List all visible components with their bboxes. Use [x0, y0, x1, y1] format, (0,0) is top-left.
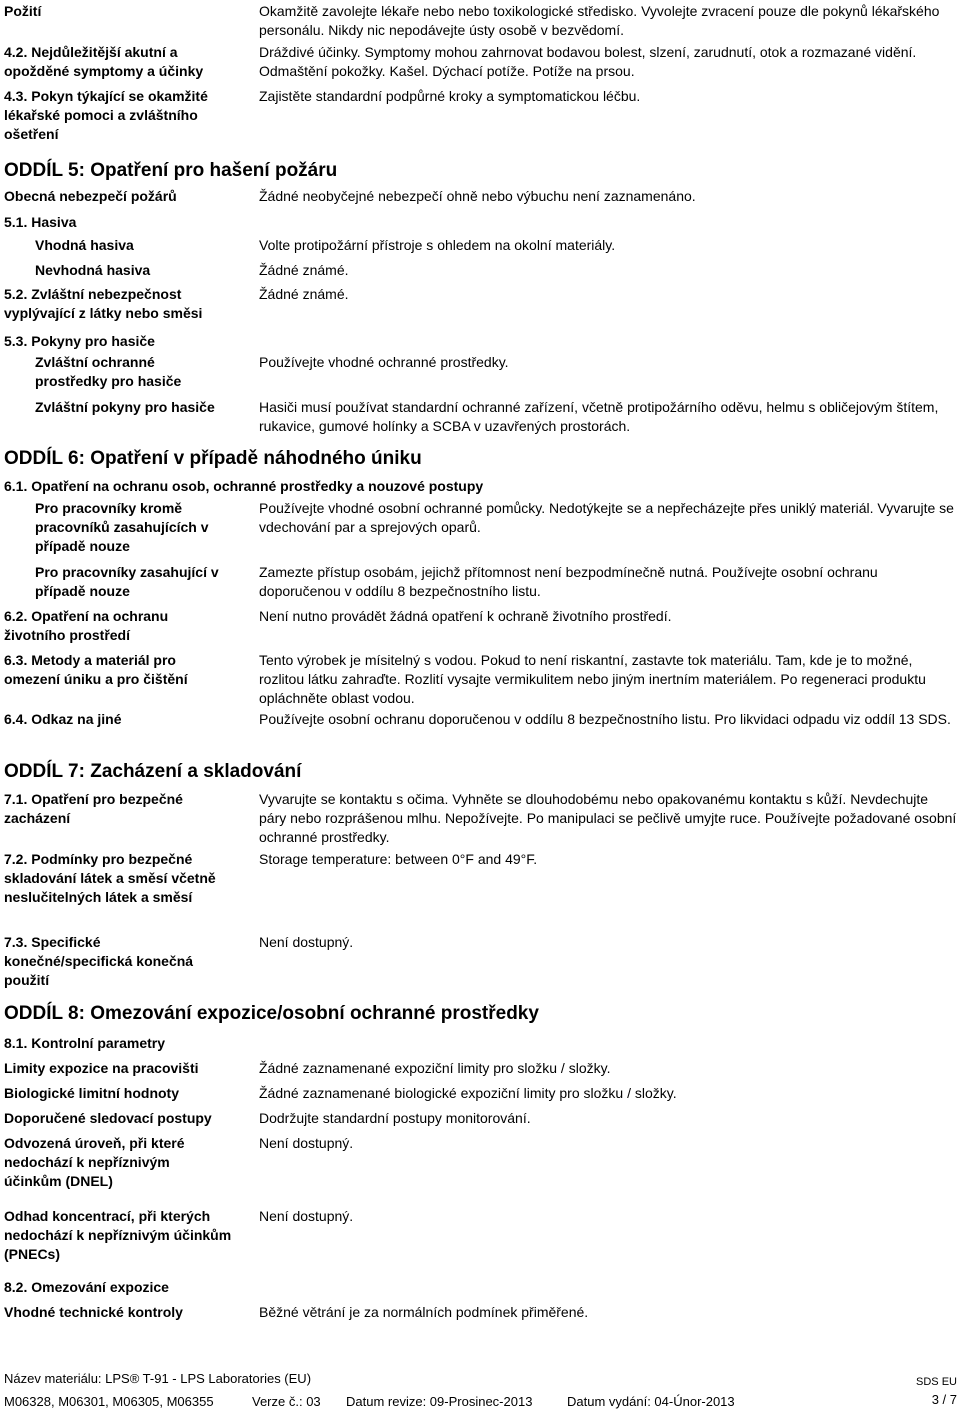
- unsuitable-media-value: Žádné známé.: [259, 262, 349, 278]
- footer-doc-type: SDS EU: [916, 1376, 957, 1388]
- section-6-3-value: Tento výrobek je mísitelný s vodou. Pokud to není riskantní, zastavte tok materiálu. Tam, kde je to možné, rozlitou látku zahraďte. Rozlití vysajte vermikulitem nebo jiným inertním materiálem. Po regeneraci produktu opláchněte oblast vodou.: [259, 652, 926, 706]
- section-5-heading: ODDÍL 5: Opatření pro hašení požáru: [4, 160, 338, 181]
- fire-hazards-label: Obecná nebezpečí požárů: [4, 188, 177, 204]
- section-6-heading: ODDÍL 6: Opatření v případě náhodného úniku: [4, 448, 422, 469]
- section-7-heading: ODDÍL 7: Zacházení a skladování: [4, 761, 302, 782]
- unsuitable-media-label: Nevhodná hasiva: [35, 262, 151, 278]
- exposure-limits-label: Limity expozice na pracovišti: [4, 1060, 199, 1076]
- section-6-2-value: Není nutno provádět žádná opatření k ochraně životního prostředí.: [259, 608, 672, 624]
- section-6-4-value: Používejte osobní ochranu doporučenou v oddílu 8 bezpečnostního listu. Pro likvidaci odpadu viz oddíl 13 SDS.: [259, 711, 951, 727]
- section-8-1-label: 8.1. Kontrolní parametry: [4, 1035, 166, 1051]
- section-6-4-label: 6.4. Odkaz na jiné: [4, 711, 122, 727]
- suitable-media-label: Vhodná hasiva: [35, 237, 134, 253]
- monitoring-label: Doporučené sledovací postupy: [4, 1110, 212, 1126]
- section-4-3-value: Zajistěte standardní podpůrné kroky a symptomatickou léčbu.: [259, 88, 641, 104]
- footer-revision-date: Datum revize: 09-Prosinec-2013: [346, 1394, 533, 1409]
- protective-equipment-label: Zvláštní ochranné prostředky pro hasiče: [35, 354, 182, 389]
- section-5-3-label: 5.3. Pokyny pro hasiče: [4, 333, 155, 349]
- footer-product-codes: M06328, M06301, M06305, M06355: [4, 1394, 214, 1409]
- section-5-2-label: 5.2. Zvláštní nebezpečnost vyplývající z látky nebo směsi: [4, 286, 203, 321]
- pozitu-label: Požití: [4, 3, 42, 19]
- pnec-label: Odhad koncentrací, při kterých nedochází k nepříznivým účinkům (PNECs): [4, 1208, 232, 1262]
- section-8-heading: ODDÍL 8: Omezování expozice/osobní ochranné prostředky: [4, 1003, 539, 1024]
- exposure-limits-value: Žádné zaznamenané expoziční limity pro složku / složky.: [259, 1060, 611, 1076]
- footer-version: Verze č.: 03: [252, 1394, 321, 1409]
- emergency-responders-label: Pro pracovníky zasahující v případě nouze: [35, 564, 219, 599]
- section-7-1-value: Vyvarujte se kontaktu s očima. Vyhněte se dlouhodobému nebo opakovanému kontaktu s kůží. Nevdechujte páry nebo rozprášenou mlhu. Nepožívejte. Po manipulaci se pečlivě umyjte ruce. Používejte požadované osobní ochranné prostředky.: [259, 791, 957, 845]
- section-7-3-value: Není dostupný.: [259, 934, 354, 950]
- emergency-responders-value: Zamezte přístup osobám, jejichž přítomnost není bezpodmínečně nutná. Používejte osobní ochranu doporučenou v oddílu 8 bezpečnostního listu.: [259, 564, 878, 599]
- biological-limits-value: Žádné zaznamenané biologické expoziční limity pro složku / složky.: [259, 1085, 677, 1101]
- non-emergency-label: Pro pracovníky kromě pracovníků zasahujících v případě nouze: [35, 500, 209, 554]
- firefighter-instructions-value: Hasiči musí používat standardní ochranné zařízení, včetně protipožárního oděvu, helmu s obličejovým štítem, rukavice, gumové holínky a SCBA v uzavřených prostorách.: [259, 399, 939, 434]
- engineering-controls-label: Vhodné technické kontroly: [4, 1304, 183, 1320]
- section-7-3-label: 7.3. Specifické konečné/specifická konečná použití: [4, 934, 194, 988]
- footer-page-number: 3 / 7: [931, 1392, 957, 1407]
- section-6-1-label: 6.1. Opatření na ochranu osob, ochranné prostředky a nouzové postupy: [4, 478, 484, 494]
- biological-limits-label: Biologické limitní hodnoty: [4, 1085, 179, 1101]
- monitoring-value: Dodržujte standardní postupy monitorování.: [259, 1110, 531, 1126]
- non-emergency-value: Používejte vhodné osobní ochranné pomůcky. Nedotýkejte se a nepřecházejte přes uniklý materiál. Vyvarujte se vdechování par a sprejových oparů.: [259, 500, 954, 535]
- footer-issue-date: Datum vydání: 04-Únor-2013: [567, 1394, 735, 1409]
- section-4-2-label: 4.2. Nejdůležitější akutní a opožděné symptomy a účinky: [4, 44, 204, 79]
- section-6-2-label: 6.2. Opatření na ochranu životního prostředí: [4, 608, 169, 643]
- section-7-2-label: 7.2. Podmínky pro bezpečné skladování látek a směsí včetně neslučitelných látek a směsí: [4, 851, 216, 905]
- section-5-1-label: 5.1. Hasiva: [4, 214, 77, 230]
- section-7-2-value: Storage temperature: between 0°F and 49°F.: [259, 851, 538, 867]
- section-4-2-value: Dráždivé účinky. Symptomy mohou zahrnovat bodavou bolest, slzení, zarudnutí, otok a rozmazané vidění. Odmaštění pokožky. Kašel. Dýchací potíže. Potíže na prsou.: [259, 44, 917, 79]
- footer-material-name: Název materiálu: LPS® T-91 - LPS Laboratories (EU): [4, 1371, 312, 1386]
- fire-hazards-value: Žádné neobyčejné nebezpečí ohně nebo výbuchu není zaznamenáno.: [259, 188, 696, 204]
- pozitu-value: Okamžitě zavolejte lékaře nebo nebo toxikologické středisko. Vyvolejte zvracení pouze dle pokynů lékařského personálu. Nikdy nic nepodávejte ústy osobě v bezvědomí.: [259, 3, 940, 38]
- section-4-3-label: 4.3. Pokyn týkající se okamžité lékařské pomoci a zvláštního ošetření: [4, 88, 208, 142]
- section-7-1-label: 7.1. Opatření pro bezpečné zacházení: [4, 791, 183, 826]
- dnel-label: Odvozená úroveň, při které nedochází k nepříznivým účinkům (DNEL): [4, 1135, 185, 1189]
- pnec-value: Není dostupný.: [259, 1208, 354, 1224]
- section-8-2-label: 8.2. Omezování expozice: [4, 1279, 169, 1295]
- suitable-media-value: Volte protipožární přístroje s ohledem na okolní materiály.: [259, 237, 616, 253]
- section-5-2-value: Žádné známé.: [259, 286, 349, 302]
- engineering-controls-value: Běžné větrání je za normálních podmínek přiměřené.: [259, 1304, 589, 1320]
- section-6-3-label: 6.3. Metody a materiál pro omezení úniku a pro čištění: [4, 652, 188, 687]
- dnel-value: Není dostupný.: [259, 1135, 354, 1151]
- firefighter-instructions-label: Zvláštní pokyny pro hasiče: [35, 399, 215, 415]
- protective-equipment-value: Používejte vhodné ochranné prostředky.: [259, 354, 509, 370]
